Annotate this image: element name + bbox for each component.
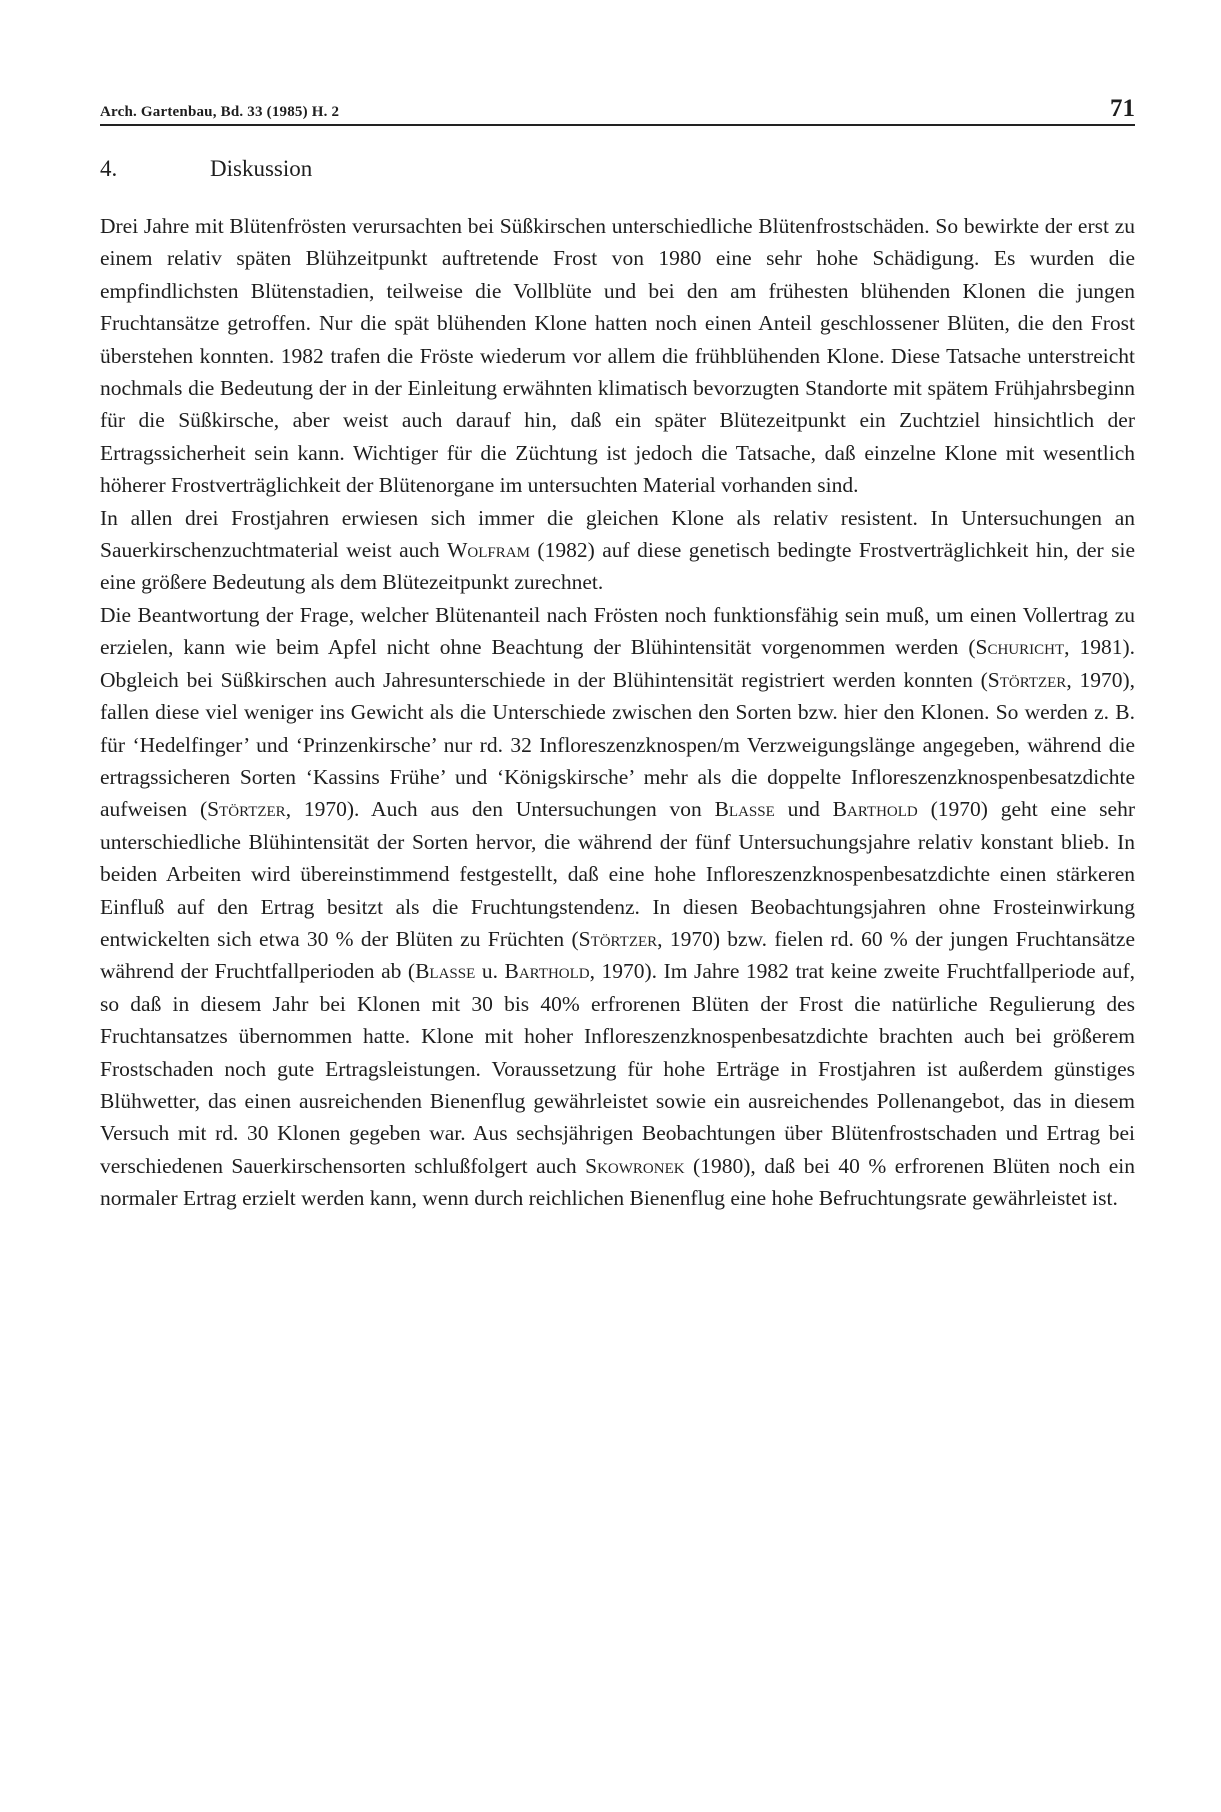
text-run: und [774, 797, 833, 822]
text-run: (1982) auf diese genetisch bedingte Frostverträglichkeit hin, der sie eine größere Bedeutung als dem Blütezeitpunkt zurechnet. [100, 538, 1136, 595]
author-name: Skowronek [585, 1153, 685, 1178]
section-heading [100, 156, 1135, 182]
text-run: (1970) geht eine sehr unterschiedliche Blühintensität der Sorten hervor, die während der fünf Untersuchungsjahre relativ konstant blieb. In beiden Arbeiten wird übereinstimmend festgestellt, daß eine hohe Infloreszenzknospenbesatzdichte einen stärkeren Einfluß auf den Ertrag besitzt als die Fruchtungstendenz. In diesen Beobachtungsjahren ohne Frosteinwirkung entwickelten sich etwa 30 % der Blüten zu Früchten ( [100, 797, 1135, 951]
author-name: Wolfram [447, 538, 530, 563]
text-run: , 1970) bzw. fielen rd. 60 % der jungen Fruchtansätze während der Fruchtfallperioden ab ( [100, 926, 1135, 984]
running-head [100, 96, 1135, 126]
author-name: Blasse [415, 959, 476, 984]
body-text [100, 210, 1135, 1215]
author-name: Barthold [504, 959, 590, 984]
text-run: Drei Jahre mit Blütenfrösten verursachten bei Süßkirschen unterschiedliche Blütenfrostschäden. So bewirkte der erst zu einem relativ späten Blühzeitpunkt auftretende Frost von 1980 eine sehr hohe Schädigung. Es wurden die empfindlichsten Blütenstadien, teilweise die Vollblüte und bei den am frühesten blühenden Klonen die jungen Fruchtansätze getroffen. Nur die spät blühenden Klone hatten noch einen Anteil geschlossener Blüten, die den Frost überstehen konnten. 1982 trafen die Fröste wiederum vor allem die frühblühenden Klone. Diese Tatsache unterstreicht nochmals die Bedeutung der in der Einleitung erwähnten klimatisch bevorzugten Standorte mit spätem Frühjahrsbeginn für die Süßkirsche, aber weist auch darauf hin, daß ein später Blütezeitpunkt ein Zuchtziel hinsichtlich der Ertragssicherheit sein kann. Wichtiger für die Züchtung ist jedoch die Tatsache, daß einzelne Klone mit wesentlich höherer Frostverträglichkeit der Blütenorgane im untersuchten Material vorhanden sind. [100, 214, 1135, 498]
text-run: In allen drei Frostjahren erwiesen sich immer die gleichen Klone als relativ resistent. In Untersuchungen an Sauerkirschenzuchtmaterial weist auch [100, 505, 1135, 563]
author-name: Störtzer [578, 926, 658, 951]
text-run: , 1970). Im Jahre 1982 trat keine zweite Fruchtfallperiode auf, so daß in diesem Jahr bei Klonen mit 30 bis 40% erfrorenen Blüten der Frost die natürliche Regulierung des Fruchtansatzes übernommen hatte. Klone mit hoher Infloreszenzknospenbesatzdichte brachten auch bei größerem Frostschaden noch gute Ertragsleistungen. Voraussetzung für hohe Erträge in Frostjahren ist außerdem günstiges Blühwetter, das einen ausreichenden Bienenflug gewährleistet sowie ein ausreichendes Pollenangebot, das in diesem Versuch mit rd. 30 Klonen gegeben war. Aus sechsjährigen Beobachtungen über Blütenfrostschaden und Ertrag bei verschiedenen Sauerkirschensorten schlußfolgert auch [100, 959, 1136, 1178]
journal-reference: Arch. Gartenbau, Bd. 33 (1985) H. 2 [100, 104, 340, 120]
section-number: 4. [100, 156, 118, 181]
author-name: Blasse [714, 797, 775, 822]
text-run: (1980), daß bei 40 % erfrorenen Blüten noch ein normaler Ertrag erzielt werden kann, wenn durch reichlichen Bienenflug eine hohe Befruchtungsrate gewährleistet ist. [100, 1153, 1135, 1211]
author-name: Störtzer [987, 667, 1067, 692]
paragraph [100, 599, 1135, 1215]
author-name: Barthold [832, 797, 918, 822]
paragraph [100, 210, 1135, 502]
text-run: , 1981). Obgleich bei Süßkirschen auch Jahresunterschiede in der Blühintensität registriert werden konnten ( [100, 635, 1135, 692]
text-run: u. [475, 959, 505, 984]
text-run: , 1970). Auch aus den Untersuchungen von [285, 797, 715, 822]
author-name: Schuricht [975, 635, 1065, 660]
text-run: , 1970), fallen diese viel weniger ins Gewicht als die Unterschiede zwischen den Sorten bzw. hier den Klonen. So werden z. B. für ‘Hedelfinger’ und ‘Prinzenkirsche’ nur rd. 32 Infloreszenzknospen/m Verzweigungslänge angegeben, während die ertragssicheren Sorten ‘Kassins Frühe’ und ‘Königskirsche’ mehr als die doppelte Infloreszenzknospenbesatzdichte aufweisen ( [100, 667, 1135, 822]
page-number: 71 [1110, 95, 1135, 122]
page [100, 96, 1135, 1215]
author-name: Störtzer [207, 797, 286, 822]
section-title: Diskussion [210, 156, 313, 181]
paragraph [100, 502, 1135, 599]
text-run: Die Beantwortung der Frage, welcher Blütenanteil nach Frösten noch funktionsfähig sein muß, um einen Vollertrag zu erzielen, kann wie beim Apfel nicht ohne Beachtung der Blühintensität vorgenommen werden ( [100, 602, 1135, 660]
